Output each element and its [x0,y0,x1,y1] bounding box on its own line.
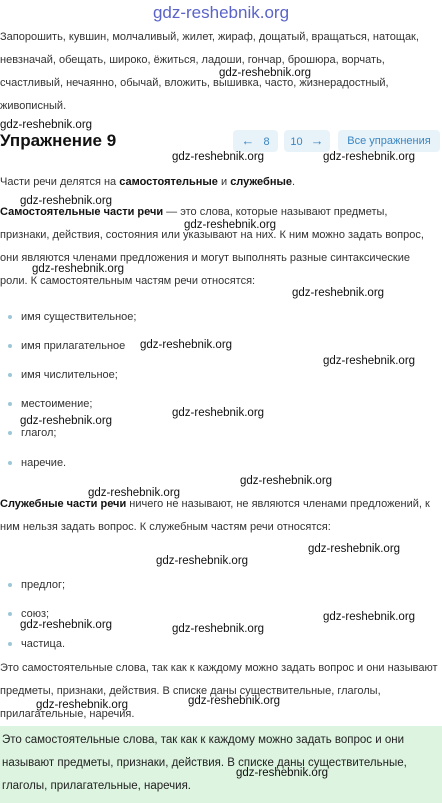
watermark: gdz-reshebnik.org [236,767,329,779]
bullet-icon [8,344,12,348]
watermark: gdz-reshebnik.org [323,355,416,367]
page-title: Упражнение 9 [0,131,117,150]
explanation-paragraph: Это самостоятельные слова, так как к каждому можно задать вопрос и они называют предметы, признаки, действия. В списке даны существительные, глаголы, прилагательные, наречия. [0,662,438,720]
list-item [8,638,65,650]
bullet-icon [8,431,12,435]
list-item [8,427,56,439]
watermark: gdz-reshebnik.org [0,119,93,131]
list-item-text: местоимение; [21,398,93,410]
next-exercise-label: 10 [290,136,303,148]
bullet-icon [8,612,12,616]
bullet-icon [8,642,12,646]
list-item [8,340,125,352]
list-item [8,311,136,323]
arrow-left-icon: ← [241,133,255,148]
intro-text: Части речи делятся на [0,176,120,188]
words-paragraph: Запорошить, кувшин, молчаливый, жилет, жираф, дощатый, вращаться, натощак, невзначай, обещать, широко, ёжиться, ладоши, гончар, брошюра, ворчать, счастливый, нечаянно, обычай, вложить, вышивка, часто, жизнерадостный, живописный. [0,31,419,112]
list-item-text: предлог; [21,579,66,591]
watermark: gdz-reshebnik.org [172,151,265,163]
watermark: gdz-reshebnik.org [323,151,416,163]
list-item-text: глагол; [21,427,57,439]
site-logo[interactable]: gdz-reshebnik.org [152,3,290,22]
intro-term-service: служебные [230,176,292,188]
intro-paragraph [0,171,438,194]
watermark: gdz-reshebnik.org [20,619,113,631]
bullet-icon [8,315,12,319]
watermark: gdz-reshebnik.org [219,67,312,79]
list-item-text: частица. [21,638,66,650]
bullet-icon [8,373,12,377]
list-item-text: имя существительное; [21,311,137,323]
watermark: gdz-reshebnik.org [292,287,385,299]
watermark: gdz-reshebnik.org [184,219,277,231]
intro-text-and: и [217,176,231,188]
watermark: gdz-reshebnik.org [308,543,401,555]
list-item-text: имя числительное; [21,369,118,381]
intro-text-end: . [291,176,296,188]
list-item [8,369,118,381]
list-item [8,457,66,469]
watermark: gdz-reshebnik.org [240,475,333,487]
watermark: gdz-reshebnik.org [140,339,233,351]
arrow-right-icon: → [310,133,324,148]
watermark: gdz-reshebnik.org [323,611,416,623]
watermark: gdz-reshebnik.org [32,263,125,275]
watermark: gdz-reshebnik.org [172,623,265,635]
independent-text: — это слова, которые называют предметы, признаки, действия, состояния или указывают на них. К ним можно задать вопрос, они являются членами предложения и могут выполнять разные синтаксические роли. К самостоятельным частям речи относятся: [0,206,424,287]
bullet-icon [8,461,12,465]
intro-term-independent: самостоятельные [119,176,218,188]
service-term: Служебные части речи [0,498,127,510]
watermark: gdz-reshebnik.org [36,699,129,711]
watermark: gdz-reshebnik.org [20,415,113,427]
bullet-icon [8,583,12,587]
list-item [8,398,92,410]
all-exercises-button[interactable]: Все упражнения [338,130,440,152]
independent-paragraph [0,201,438,293]
service-paragraph [0,493,438,539]
prev-exercise-label: 8 [263,136,270,148]
list-item-text: наречие. [21,457,67,469]
watermark: gdz-reshebnik.org [88,487,181,499]
list-item-text: имя прилагательное [21,340,126,352]
list-item [8,579,65,591]
next-exercise-button[interactable] [284,130,330,152]
list-item-text: союз; [21,608,50,620]
watermark: gdz-reshebnik.org [188,695,281,707]
watermark: gdz-reshebnik.org [156,555,249,567]
watermark: gdz-reshebnik.org [20,195,113,207]
service-text: ничего не называют, не являются членами предложений, к ним нельзя задать вопрос. К служебным частям речи относятся: [0,498,430,533]
answer-text: Это самостоятельные слова, так как к каждому можно задать вопрос и они называют предметы, признаки, действия. В списке даны существительные, глаголы, прилагательные, наречия. [2,734,407,792]
prev-exercise-button[interactable] [233,130,278,152]
bullet-icon [8,402,12,406]
independent-term: Самостоятельные части речи [0,206,164,218]
answer-block [0,726,442,803]
watermark: gdz-reshebnik.org [172,407,265,419]
